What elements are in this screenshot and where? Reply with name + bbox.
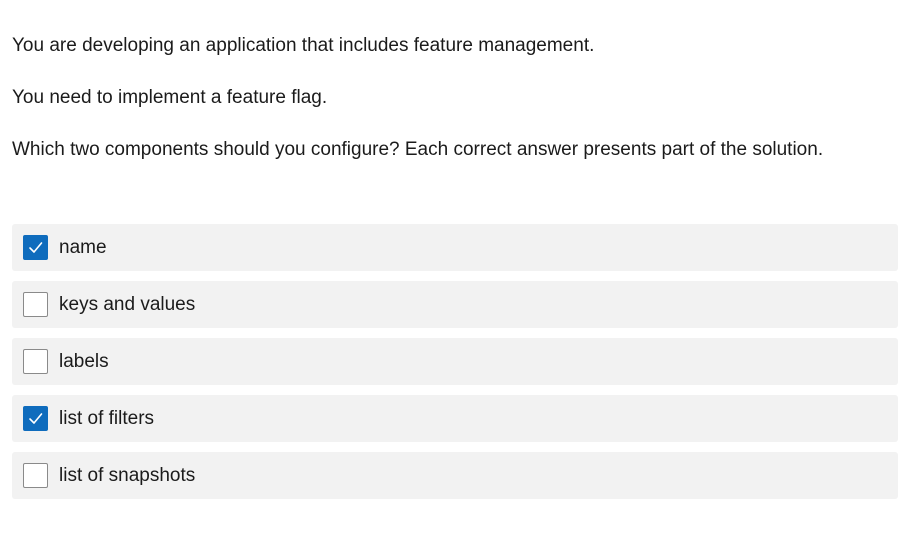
option-label: list of filters: [59, 407, 155, 429]
answer-option-list-of-filters[interactable]: [12, 395, 898, 442]
checkbox-checked[interactable]: [23, 235, 48, 260]
answer-option-name[interactable]: [12, 224, 898, 271]
question-prompt: Which two components should you configure? Each correct answer presents part of the solution.: [12, 139, 824, 160]
checkbox[interactable]: [23, 349, 48, 374]
checkbox[interactable]: [23, 292, 48, 317]
option-label: labels: [59, 350, 109, 372]
answer-options: [12, 224, 898, 509]
checkmark-icon: [27, 410, 44, 427]
checkbox-checked[interactable]: [23, 406, 48, 431]
answer-option-list-of-snapshots[interactable]: [12, 452, 898, 499]
answer-option-labels[interactable]: [12, 338, 898, 385]
question-text: [12, 30, 892, 166]
question-context: You are developing an application that includes feature management.: [12, 35, 595, 56]
option-label: list of snapshots: [59, 464, 196, 486]
question-requirement: You need to implement a feature flag.: [12, 87, 328, 108]
checkmark-icon: [27, 239, 44, 256]
option-label: keys and values: [59, 293, 196, 315]
answer-option-keys-and-values[interactable]: [12, 281, 898, 328]
checkbox[interactable]: [23, 463, 48, 488]
option-label: name: [59, 236, 107, 258]
